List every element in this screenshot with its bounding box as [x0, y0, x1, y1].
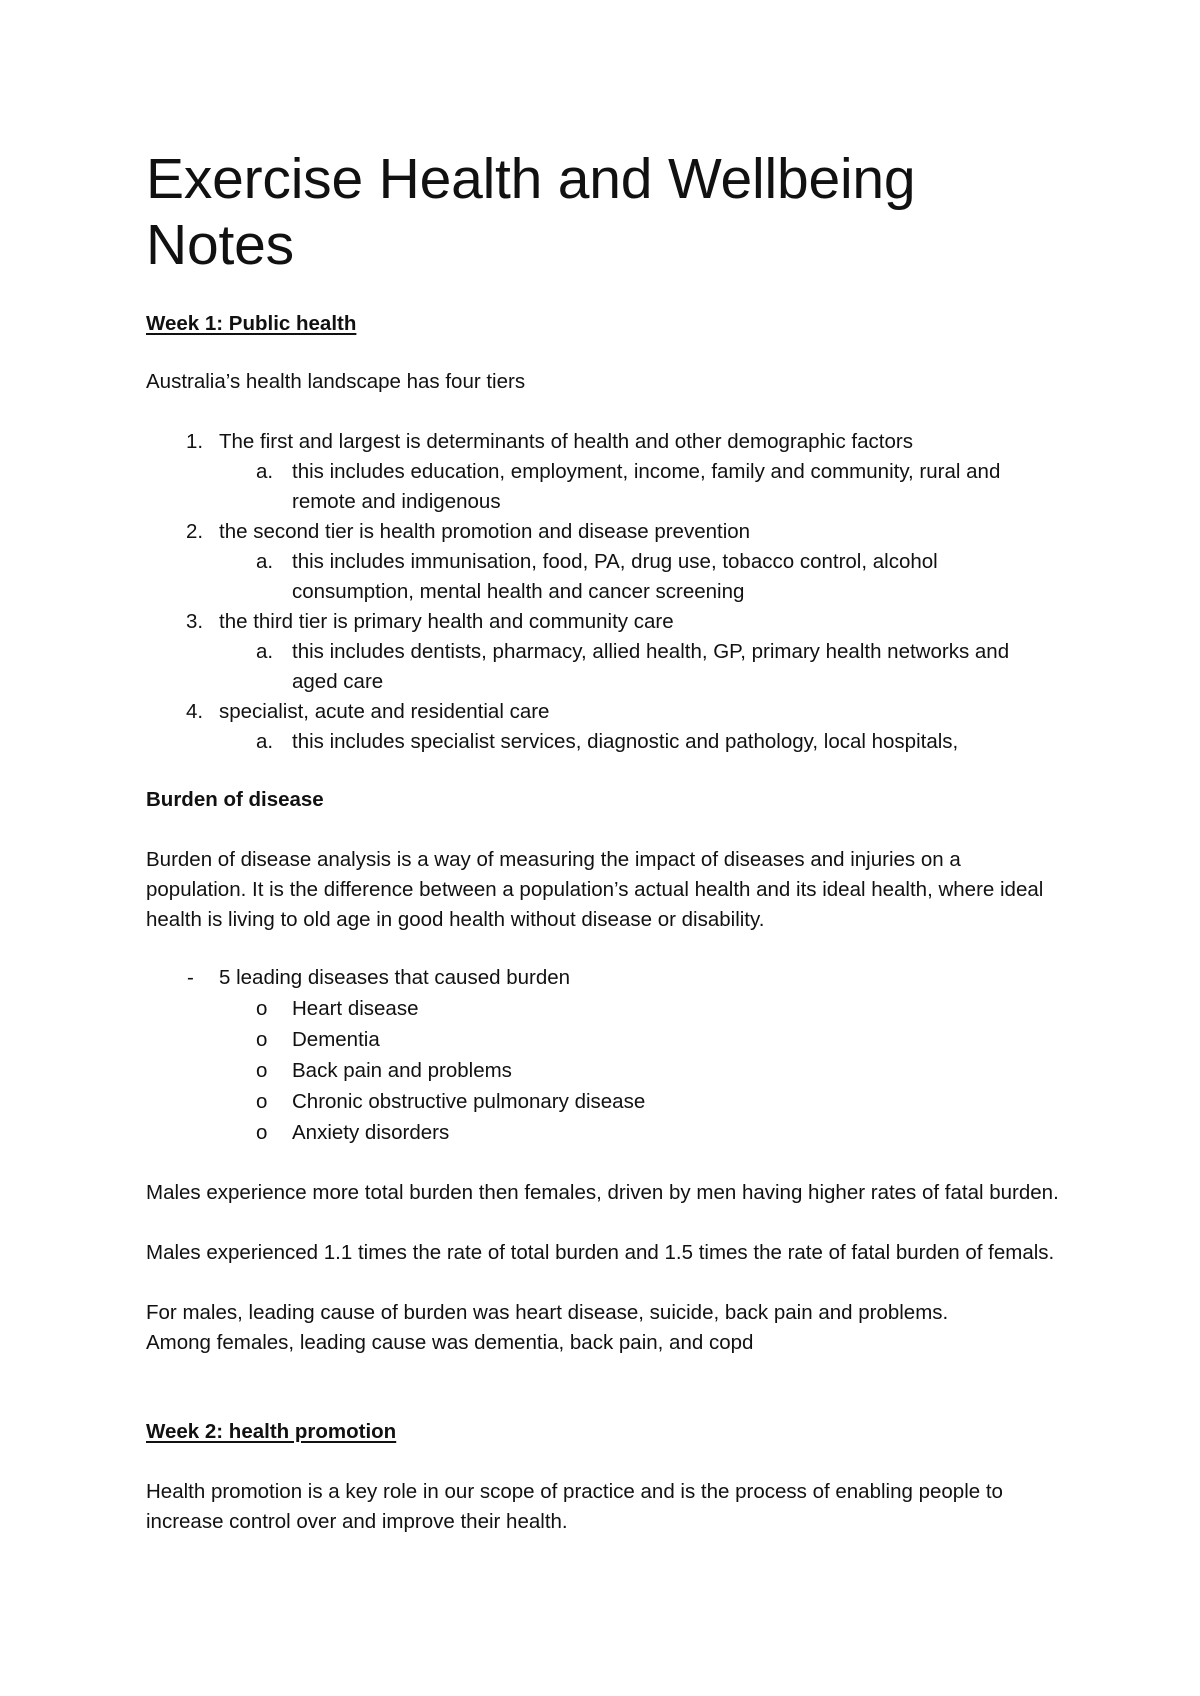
list-marker: 4. [186, 700, 204, 723]
bullet-marker: o [256, 1059, 268, 1082]
tier-text: the third tier is primary health and community care [219, 610, 674, 633]
tier-text: the second tier is health promotion and disease prevention [219, 520, 751, 543]
week1-heading: Week 1: Public health [146, 312, 357, 335]
week1-intro: Australia’s health landscape has four tiers [146, 370, 526, 393]
tier-text: specialist, acute and residential care [219, 700, 550, 723]
burden-line-4: Among females, leading cause was dementia, back pain, and copd [146, 1331, 754, 1354]
week2-heading: Week 2: health promotion [146, 1420, 397, 1443]
burden-heading: Burden of disease [146, 788, 324, 811]
list-marker: a. [256, 550, 274, 573]
disease-text: Chronic obstructive pulmonary disease [292, 1090, 646, 1113]
list-label-text: 5 leading diseases that caused burden [219, 966, 571, 989]
tier-subtext: this includes specialist services, diagnostic and pathology, local hospitals, [292, 730, 959, 753]
list-marker: 3. [186, 610, 204, 633]
list-marker: a. [256, 640, 274, 663]
burden-paragraph: Burden of disease analysis is a way of measuring the impact of diseases and injuries on a population. It is the difference between a population’s actual health and its ideal health, where ideal health is living to old age in good health without disease or disability. [146, 848, 1044, 931]
burden-line-2: Males experienced 1.1 times the rate of total burden and 1.5 times the rate of fatal burden of femals. [146, 1241, 1055, 1264]
burden-line-3: For males, leading cause of burden was heart disease, suicide, back pain and problems. [146, 1301, 949, 1324]
disease-text: Anxiety disorders [292, 1121, 450, 1144]
tier-subtext: this includes dentists, pharmacy, allied health, GP, primary health networks and aged care [292, 640, 1010, 693]
bullet-marker: o [256, 1090, 268, 1113]
tier-subtext: this includes education, employment, income, family and community, rural and remote and indigenous [292, 460, 1001, 513]
tier-text: The first and largest is determinants of health and other demographic factors [219, 430, 913, 453]
tier-subtext: this includes immunisation, food, PA, drug use, tobacco control, alcohol consumption, mental health and cancer screening [292, 550, 938, 603]
week2-paragraph: Health promotion is a key role in our scope of practice and is the process of enabling people to increase control over and improve their health. [146, 1480, 1003, 1533]
disease-text: Heart disease [292, 997, 419, 1020]
burden-line-1: Males experience more total burden then females, driven by men having higher rates of fatal burden. [146, 1181, 1059, 1204]
dash-marker: - [187, 966, 194, 989]
list-marker: a. [256, 730, 274, 753]
disease-text: Back pain and problems [292, 1059, 512, 1082]
document-title: Exercise Health and Wellbeing Notes [146, 147, 916, 277]
list-marker: 2. [186, 520, 204, 543]
list-marker: 1. [186, 430, 204, 453]
list-marker: a. [256, 460, 274, 483]
bullet-marker: o [256, 997, 268, 1020]
bullet-marker: o [256, 1121, 268, 1144]
disease-text: Dementia [292, 1028, 380, 1051]
bullet-marker: o [256, 1028, 268, 1051]
